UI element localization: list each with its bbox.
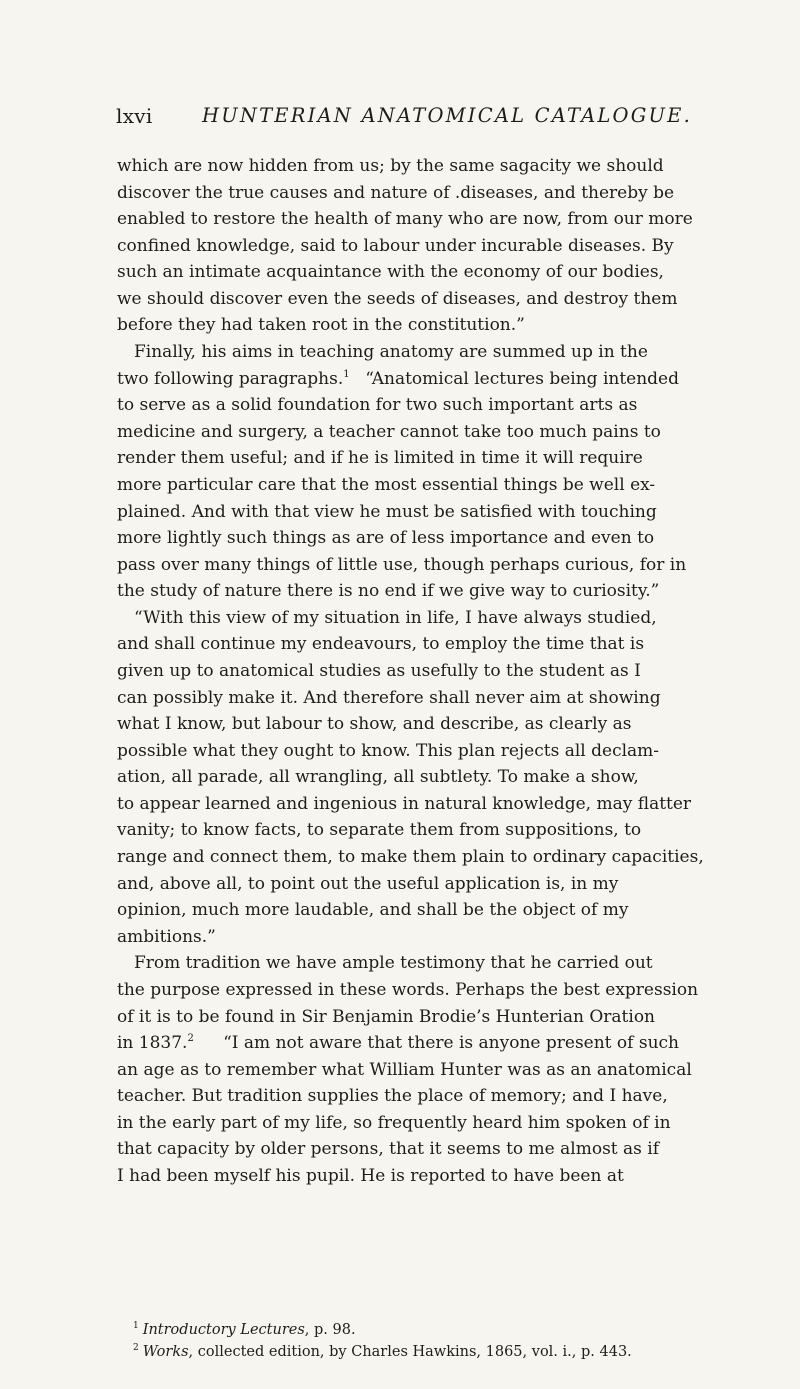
text-line: in 1837.$^2$ “I am not aware that there is anyone present of such [117,1033,679,1054]
text-line: to serve as a solid foundation for two such important arts as [117,395,638,416]
text-line: given up to anatomical studies as usefully to the student as I [117,660,641,681]
text-line: From tradition we have ample testimony that he carried out [134,953,653,974]
footnote-ref-1: 1 [343,368,350,380]
text-line: what I know, but labour to show, and describe, as clearly as [117,714,632,735]
text-line: of it is to be found in Sir Benjamin Brodie’s Hunterian Oration [117,1006,655,1027]
text-line: vanity; to know facts, to separate them from suppositions, to [117,820,642,841]
page-header [116,104,692,132]
text-line: render them useful; and if he is limited in time it will require [117,448,643,469]
main-text [117,153,704,1190]
text-line: the purpose expressed in these words. Perhaps the best expression [117,979,699,1000]
page-number: lxvi [116,104,153,128]
text-line: in the early part of my life, so frequently heard him spoken of in [117,1112,671,1133]
text-line: and, above all, to point out the useful application is, in my [117,873,619,894]
text-line: Finally, his aims in teaching anatomy are summed up in the [134,342,648,363]
text-line: more particular care that the most essential things be well ex- [117,474,656,495]
text-line: confined knowledge, said to labour under incurable diseases. By [117,235,674,256]
text-line: I had been myself his pupil. He is reported to have been at [117,1165,624,1186]
text-line: more lightly such things as are of less importance and even to [117,528,655,549]
footnote-ref-2: 2 [187,1033,194,1045]
text-line: teacher. But tradition supplies the place of memory; and I have, [117,1086,668,1107]
footnotes [117,1319,679,1363]
running-head: HUNTERIAN ANATOMICAL CATALOGUE. [202,104,692,127]
text-line: and shall continue my endeavours, to employ the time that is [117,634,645,655]
text-line: before they had taken root in the constitution.” [117,315,525,336]
text-line: plained. And with that view he must be satisfied with touching [117,501,657,522]
text-line: we should discover even the seeds of diseases, and destroy them [117,288,678,309]
text-line: the study of nature there is no end if we give way to curiosity.” [117,581,660,602]
text-line: ambitions.” [117,926,216,947]
text-line: to appear learned and ingenious in natural knowledge, may flatter [117,793,692,814]
text-line: such an intimate acquaintance with the economy of our bodies, [117,262,664,283]
text-line: range and connect them, to make them plain to ordinary capacities, [117,847,704,868]
text-line: opinion, much more laudable, and shall be the object of my [117,900,629,921]
text-line: which are now hidden from us; by the same sagacity we should [117,156,664,176]
text-line: that capacity by older persons, that it seems to me almost as if [117,1139,660,1160]
text-line: discover the true causes and nature of .diseases, and thereby be [117,182,675,203]
text-line: an age as to remember what William Hunter was as an anatomical [117,1059,692,1080]
footnote-1: $^1$ Introductory Lectures, p. 98. [133,1321,356,1338]
text-line: pass over many things of little use, though perhaps curious, for in [117,554,687,575]
text-line: ation, all parade, all wrangling, all subtlety. To make a show, [117,767,639,788]
footnote-2: $^2$ Works, collected edition, by Charles Hawkins, 1865, vol. i., p. 443. [133,1343,632,1360]
text-line: “With this view of my situation in life, I have always studied, [134,607,657,628]
text-line: enabled to restore the health of many who are now, from our more [117,209,693,230]
text-line: possible what they ought to know. This plan rejects all declam- [117,740,660,761]
text-line: two following paragraphs.$^1$ “Anatomical lectures being intended [117,368,679,389]
text-line: medicine and surgery, a teacher cannot take too much pains to [117,421,661,442]
text-line: can possibly make it. And therefore shall never aim at showing [117,687,661,708]
